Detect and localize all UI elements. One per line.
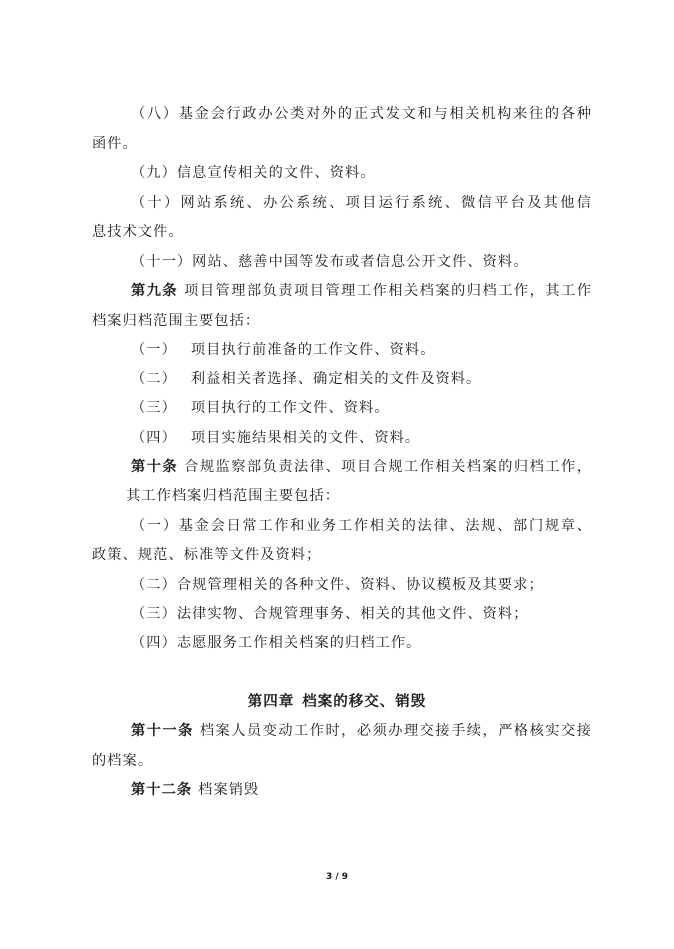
- article-10-cont: 其工作档案归档范围主要包括：: [126, 488, 341, 504]
- article-11-cont: 的档案。: [92, 753, 154, 769]
- article-10: [131, 457, 592, 477]
- paragraph-item-11: （十一）网站、慈善中国等发布或者信息公开文件、资料。: [131, 254, 529, 270]
- item-text: 利益相关者选择、确定相关的文件及资料。: [190, 371, 482, 387]
- item-number: （三）: [131, 400, 177, 416]
- article-10-item-3: （三）法律实物、合规管理事务、相关的其他文件、资料；: [131, 606, 529, 622]
- paragraph-item-9: （九）信息宣传相关的文件、资料。: [131, 165, 376, 181]
- article-11-text: 档案人员变动工作时，必须办理交接手续，严格核实交接: [199, 723, 592, 739]
- article-9-item-3: [131, 398, 390, 418]
- article-12-title: 第十二条: [131, 782, 193, 798]
- article-9-text: 项目管理部负责项目管理工作相关档案的归档工作，其工作: [184, 283, 592, 299]
- article-10-text: 合规监察部负责法律、项目合规工作相关档案的归档工作，: [184, 459, 592, 475]
- article-10-item-4: （四）志愿服务工作相关档案的归档工作。: [131, 635, 422, 651]
- paragraph-item-8-cont: 函件。: [92, 136, 138, 152]
- article-9-item-2: [131, 369, 481, 389]
- article-12-text: 档案销毁: [198, 782, 260, 798]
- chapter-number: 第四章: [247, 694, 295, 710]
- item-number: （四）: [131, 430, 177, 446]
- article-10-item-1: （一）基金会日常工作和业务工作相关的法律、法规、部门规章、: [131, 518, 592, 534]
- paragraph-item-8: （八）基金会行政办公类对外的正式发文和与相关机构来往的各种: [131, 106, 592, 122]
- item-text: 项目执行前准备的工作文件、资料。: [190, 342, 436, 358]
- article-10-item-2: （二）合规管理相关的各种文件、资料、协议模板及其要求；: [131, 577, 544, 593]
- chapter-title: 档案的移交、销毁: [302, 694, 427, 710]
- article-10-title: 第十条: [131, 459, 179, 475]
- article-9-title: 第九条: [131, 283, 179, 299]
- chapter-heading: [0, 692, 674, 712]
- item-number: （二）: [131, 371, 177, 387]
- paragraph-item-10-cont: 息技术文件。: [92, 224, 184, 240]
- article-9-item-4: [131, 428, 420, 448]
- page-number: 3 / 9: [325, 872, 349, 882]
- article-12: [131, 780, 259, 800]
- paragraph-item-10: （十）网站系统、办公系统、项目运行系统、微信平台及其他信: [131, 195, 592, 211]
- article-10-item-1-cont: 政策、规范、标准等文件及资料；: [92, 547, 322, 563]
- item-text: 项目执行的工作文件、资料。: [190, 400, 390, 416]
- article-11-title: 第十一条: [131, 723, 194, 739]
- article-9-cont: 档案归档范围主要包括：: [92, 313, 261, 329]
- article-9-item-1: [131, 340, 435, 360]
- item-number: （一）: [131, 342, 177, 358]
- item-text: 项目实施结果相关的文件、资料。: [190, 430, 421, 446]
- article-9: [131, 281, 592, 301]
- article-11: [131, 721, 592, 741]
